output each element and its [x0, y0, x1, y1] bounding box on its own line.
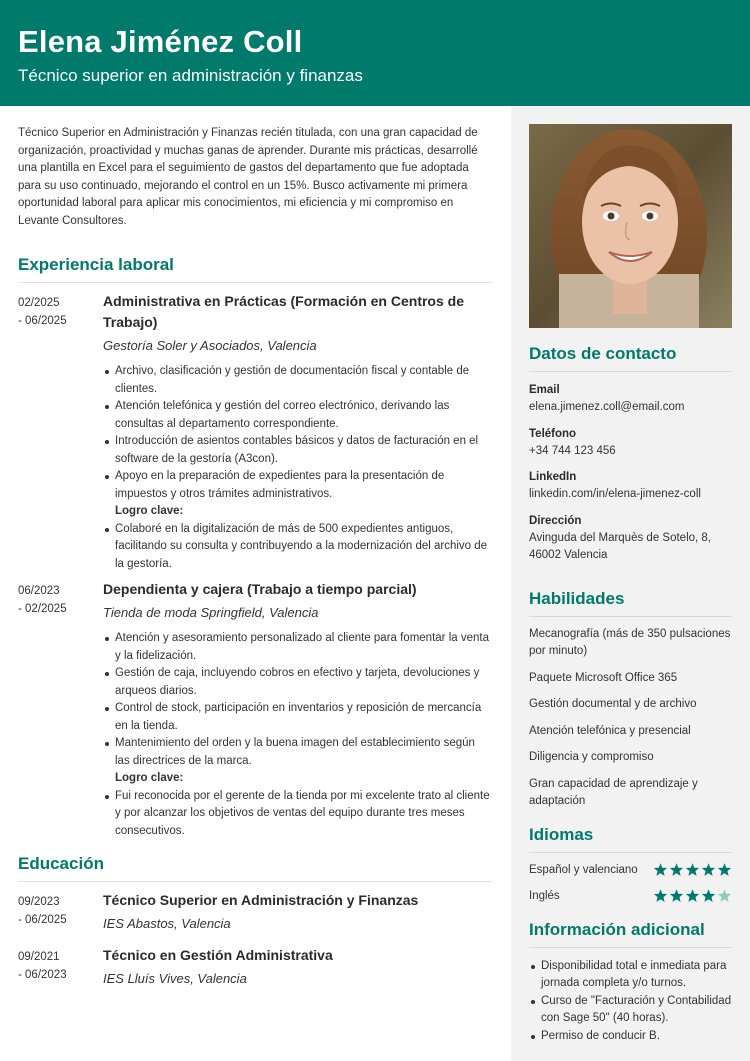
date-end: - 02/2025 [18, 603, 67, 615]
job-bullet: Control de stock, participación en inventarios y reposición de mercancía en la tienda. [103, 700, 492, 735]
date-end: - 06/2025 [18, 315, 67, 327]
contact-linkedin [529, 469, 732, 504]
sidebar [511, 106, 750, 1061]
languages-list [529, 861, 732, 905]
star-filled-icon [685, 862, 700, 877]
skills-section-title: Habilidades [529, 589, 732, 617]
linkedin-value: linkedin.com/in/elena-jimenez-coll [529, 488, 701, 500]
date-start: 02/2025 [18, 297, 60, 309]
skill-item: Mecanografía (más de 350 pulsaciones por minuto) [529, 627, 731, 657]
language-name: Español y valenciano [529, 863, 638, 876]
job-company: Tienda de moda Springfield, Valencia [103, 605, 319, 620]
skill-item: Atención telefónica y presencial [529, 724, 691, 737]
star-filled-icon [685, 888, 700, 903]
profile-summary: Técnico Superior en Administración y Finanzas recién titulada, con una gran capacidad de organización, proactividad y muchas ganas de aprender. Durante mis prácticas, desarrollé una plantilla en Excel para el seguimiento de gastos del departamento que fue adoptada para su uso continuado, mejorando el control en un 15%. Busco activamente mi primera oportunidad laboral para aplicar mis conocimientos, mi eficiencia y mi compromiso en Levante Consultores. [18, 127, 478, 227]
achievement-text: Fui reconocida por el gerente de la tienda por mi excelente trato al cliente y por alcanzar los objetivos de ventas del equipo durante tres meses consecutivos. [103, 788, 492, 841]
job-bullet: Apoyo en la preparación de expedientes para la presentación de impuestos y otros trámites administrativos. [103, 468, 492, 503]
star-filled-icon [717, 862, 732, 877]
star-filled-icon [669, 862, 684, 877]
resume-header [0, 0, 750, 106]
experience-date [18, 582, 98, 618]
language-rating [653, 888, 732, 903]
degree-title: Técnico en Gestión Administrativa [103, 947, 333, 963]
education-section-title: Educación [18, 854, 492, 882]
skills-list [529, 626, 732, 811]
job-bullet: Mantenimiento del orden y la buena imagen del establecimiento según las directrices de la marca. [103, 735, 492, 770]
contact-email [529, 382, 732, 417]
education-entry [18, 890, 492, 933]
main-column [18, 106, 492, 988]
additional-item: Disponibilidad total e inmediata para jornada completa y/o turnos. [529, 958, 732, 993]
address-value: Avinguda del Marquès de Sotelo, 8, 46002 Valencia [529, 531, 711, 561]
additional-item: Curso de "Facturación y Contabilidad con Sage 50" (40 horas). [529, 993, 732, 1028]
job-bullet: Gestión de caja, incluyendo cobros en efectivo y tarjeta, devoluciones y arqueos diarios. [103, 665, 492, 700]
email-label: Email [529, 384, 560, 396]
job-bullets [103, 630, 492, 840]
contact-address [529, 513, 732, 565]
date-end: - 06/2025 [18, 914, 67, 926]
additional-item: Permiso de conducir B. [529, 1028, 732, 1046]
experience-entry [18, 579, 492, 840]
candidate-role: Técnico superior en administración y finanzas [18, 66, 363, 85]
job-bullet: Atención y asesoramiento personalizado al cliente para fomentar la venta y la fidelización. [103, 630, 492, 665]
education-date [18, 893, 98, 929]
date-start: 09/2021 [18, 951, 60, 963]
language-item [529, 887, 732, 905]
school-name: IES Lluís Vives, Valencia [103, 971, 247, 986]
email-value: elena.jimenez.coll@email.com [529, 401, 685, 413]
skill-item: Diligencia y compromiso [529, 751, 654, 763]
star-filled-icon [653, 862, 668, 877]
job-bullet: Introducción de asientos contables básicos y datos de facturación en el software de la gestoría (A3con). [103, 433, 492, 468]
achievement-label: Logro clave: [115, 505, 184, 517]
skill-item: Paquete Microsoft Office 365 [529, 671, 678, 684]
date-start: 06/2023 [18, 585, 60, 597]
language-rating [653, 862, 732, 877]
job-company: Gestoría Soler y Asociados, Valencia [103, 338, 317, 353]
education-date [18, 948, 98, 984]
education-entry [18, 945, 492, 988]
additional-section-title: Información adicional [529, 920, 732, 948]
contact-section-title: Datos de contacto [529, 344, 732, 372]
skill-item: Gran capacidad de aprendizaje y adaptación [529, 777, 698, 807]
experience-section-title: Experiencia laboral [18, 255, 492, 283]
language-item [529, 861, 732, 879]
star-filled-icon [701, 862, 716, 877]
star-filled-icon [701, 888, 716, 903]
job-bullet: Atención telefónica y gestión del correo electrónico, derivando las consultas al departamento correspondiente. [103, 398, 492, 433]
phone-label: Teléfono [529, 427, 577, 440]
contact-phone [529, 426, 732, 461]
job-title: Administrativa en Prácticas (Formación en Centros de Trabajo) [103, 293, 464, 330]
job-title: Dependienta y cajera (Trabajo a tiempo parcial) [103, 581, 417, 597]
star-empty-icon [717, 888, 732, 903]
address-label: Dirección [529, 514, 582, 527]
date-end: - 06/2023 [18, 969, 67, 981]
date-start: 09/2023 [18, 896, 60, 908]
candidate-name: Elena Jiménez Coll [18, 24, 303, 59]
star-filled-icon [669, 888, 684, 903]
achievement-label: Logro clave: [115, 772, 184, 784]
languages-section-title: Idiomas [529, 825, 732, 853]
star-filled-icon [653, 888, 668, 903]
sidebar-content [529, 106, 732, 1045]
linkedin-label: LinkedIn [529, 471, 577, 483]
additional-list [529, 958, 732, 1046]
job-bullet: Archivo, clasificación y gestión de documentación fiscal y contable de clientes. [103, 363, 492, 398]
achievement-text: Colaboré en la digitalización de más de 500 expedientes antiguos, facilitando su consulta y contribuyendo a la modernización del archivo de la gestoría. [103, 521, 492, 574]
phone-value: +34 744 123 456 [529, 444, 616, 457]
school-name: IES Abastos, Valencia [103, 916, 231, 931]
experience-date [18, 294, 98, 330]
language-name: Inglés [529, 889, 560, 902]
degree-title: Técnico Superior en Administración y Finanzas [103, 892, 419, 908]
experience-entry [18, 291, 492, 573]
job-bullets [103, 363, 492, 573]
skill-item: Gestión documental y de archivo [529, 698, 697, 710]
